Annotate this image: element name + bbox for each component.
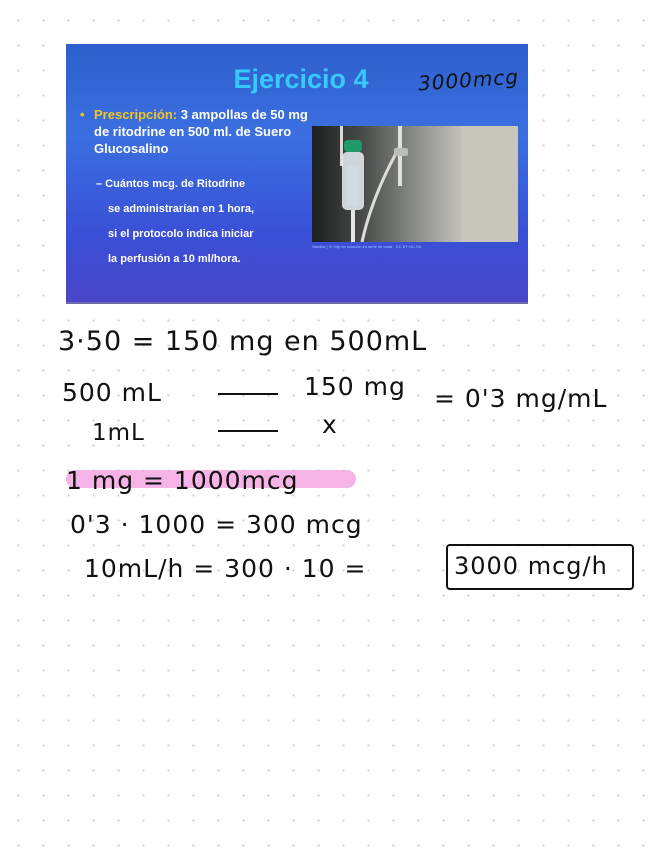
note-line-2-result: = 0'3 mg/mL — [434, 384, 608, 413]
note-line-2-right: 150 mg — [304, 372, 406, 401]
note-line-1: 3·50 = 150 mg en 500mL — [58, 326, 428, 357]
note-line-3-right: x — [322, 410, 338, 439]
iv-drip-photo — [312, 126, 518, 242]
iv-drip-illustration — [312, 126, 518, 242]
dash-line — [218, 430, 278, 432]
question-line: se administrarían en 1 hora, — [108, 203, 255, 215]
note-line-3-left: 1mL — [92, 420, 145, 446]
prescription-label: Prescripción: — [94, 107, 178, 122]
prescription-bullet — [80, 106, 310, 157]
note-line-4: 1 mg = 1000mcg — [66, 466, 299, 495]
answer-text: 3000 mcg/h — [454, 552, 608, 580]
slide-title: Ejercicio 4 — [233, 64, 369, 94]
slide-annotation: 3000mcg — [417, 64, 520, 96]
question-line: la perfusión a 10 ml/hora. — [108, 253, 241, 265]
bullet-icon: • — [80, 107, 85, 122]
question-line: si el protocolo indica iniciar — [108, 228, 254, 240]
note-line-2-left: 500 mL — [62, 378, 162, 407]
question-line: – Cuántos mcg. de Ritodrine — [96, 178, 246, 190]
note-line-5: 0'3 · 1000 = 300 mcg — [70, 510, 363, 539]
note-line-6: 10mL/h = 300 · 10 = — [84, 554, 367, 583]
photo-caption: Sandila | IV drip de solución en serie de cada · CC BY-NC-SA — [312, 244, 422, 249]
dash-line — [218, 393, 278, 395]
question-text — [96, 172, 296, 272]
prescription-text: 3 ampollas de 50 mg de ritodrine en 500 ml. de Suero Glucosalino — [94, 107, 308, 156]
